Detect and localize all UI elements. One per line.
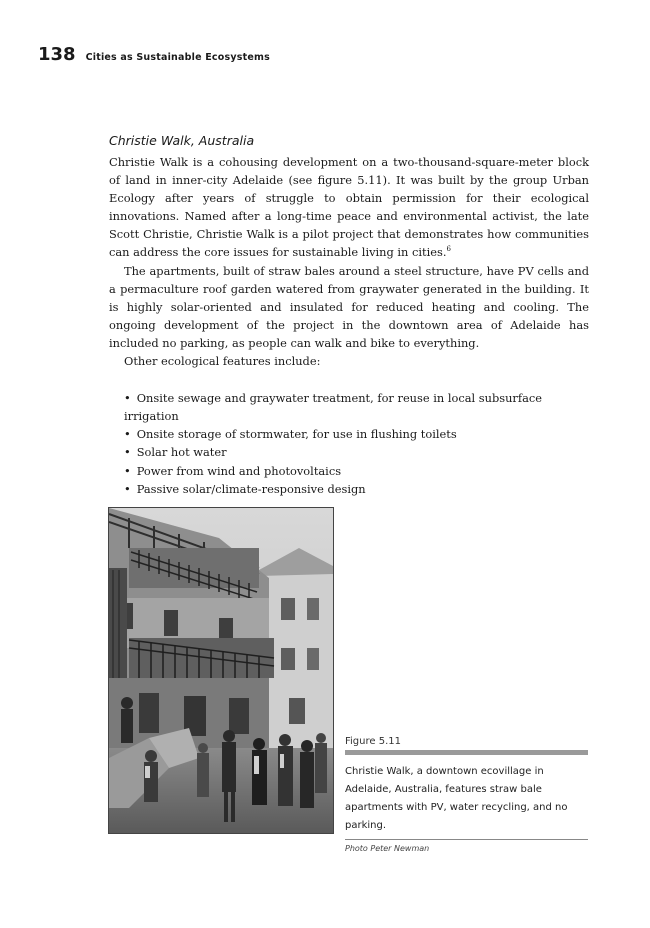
list-item: • Passive solar/climate-responsive design bbox=[124, 480, 589, 498]
main-content bbox=[109, 133, 589, 498]
page-number: 138 bbox=[38, 44, 76, 65]
list-item: • Onsite sewage and graywater treatment, for reuse in local subsurface irrigation bbox=[124, 389, 589, 425]
figure-label: Figure 5.11 bbox=[345, 736, 401, 747]
footnote-ref[interactable]: 6 bbox=[446, 245, 451, 254]
figure-photo bbox=[108, 507, 334, 834]
photo-christie-walk bbox=[109, 508, 333, 833]
list-item: • Solar hot water bbox=[124, 443, 589, 461]
features-list bbox=[124, 389, 589, 498]
figure-caption-block bbox=[345, 736, 588, 853]
photo-credit: Photo Peter Newman bbox=[345, 844, 430, 853]
caption-divider bbox=[345, 839, 588, 840]
paragraph-3: Other ecological features include: bbox=[124, 354, 321, 369]
list-item: • Onsite storage of stormwater, for use in flushing toilets bbox=[124, 425, 589, 443]
paragraph-1 bbox=[109, 153, 589, 262]
section-title: Christie Walk, Australia bbox=[109, 133, 255, 148]
figure-caption: Christie Walk, a downtown ecovillage in Adelaide, Australia, features straw bale apartments with PV, water recycling, and no parking. bbox=[345, 766, 568, 831]
running-title: Cities as Sustainable Ecosystems bbox=[85, 52, 270, 63]
running-head bbox=[38, 44, 270, 65]
paragraph-1-text: Christie Walk is a cohousing development on a two-thousand-square-meter block of land in inner-city Adelaide (see figure 5.11). It was built by the group Urban Ecology after years of struggle to obtain permission for their ecological innovations. Named after a long-time peace and environmental activist, the late Scott Christie, Christie Walk is a pilot project that demonstrates how communities can address the core issues for sustainable living in cities. bbox=[109, 155, 589, 260]
caption-rule bbox=[345, 750, 588, 755]
paragraph-2: The apartments, built of straw bales around a steel structure, have PV cells and a permaculture roof garden watered from graywater generated in the building. It is highly solar-oriented and insulated for reduced heating and cooling. The ongoing development of the project in the downtown area of Adelaide has included no parking, as people can walk and bike to everything. bbox=[109, 263, 589, 350]
list-item: • Power from wind and photovoltaics bbox=[124, 462, 589, 480]
